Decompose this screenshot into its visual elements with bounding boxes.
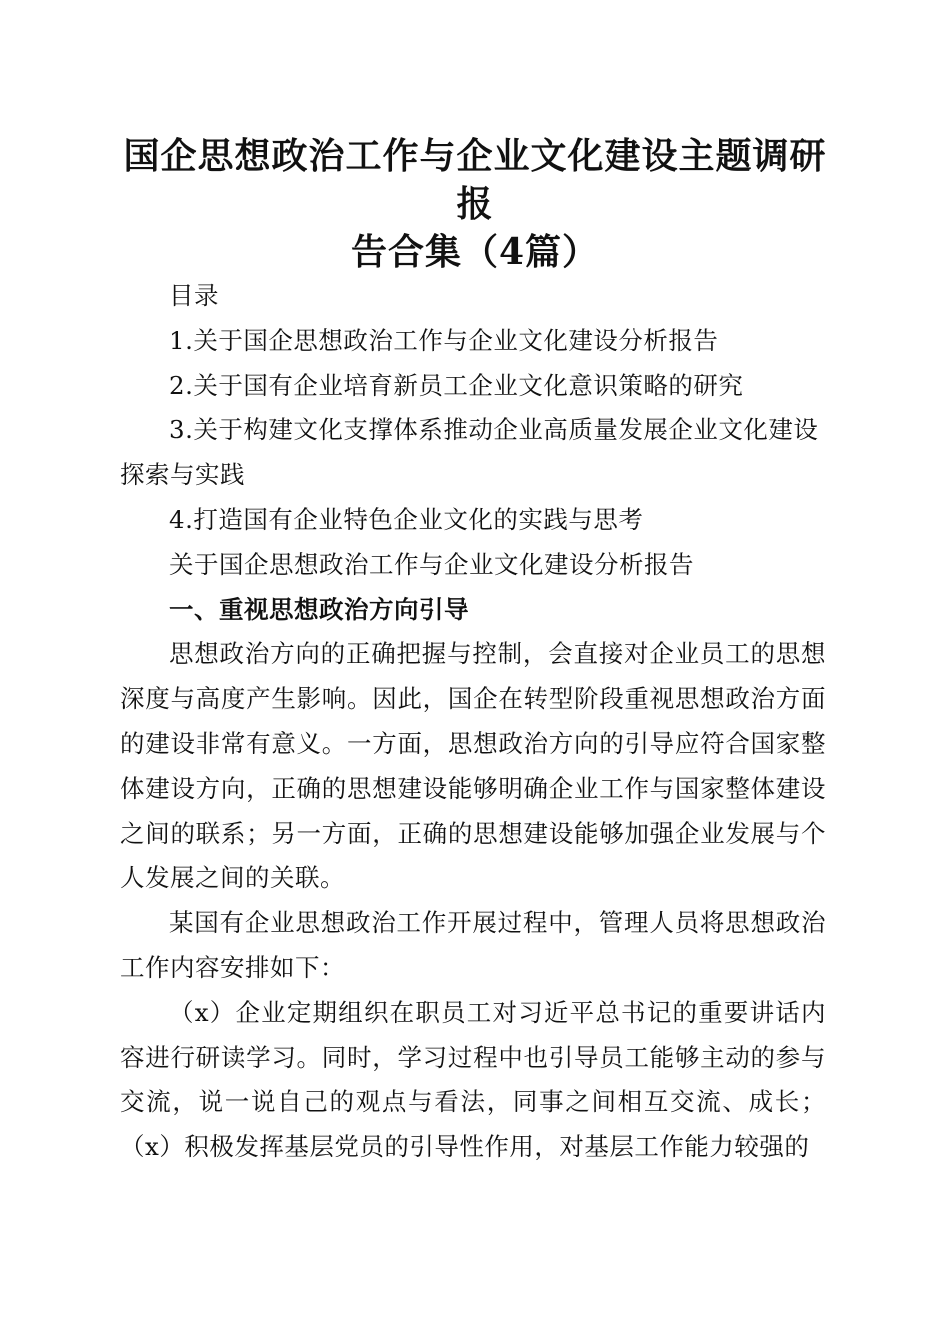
- body-paragraph: （x）企业定期组织在职员工对习近平总书记的重要讲话内容进行研读学习。同时，学习过程中也引导员工能够主动的参与交流，说一说自己的观点与看法，同事之间相互交流、成长；（x）积极发挥基层党员的引导性作用，对基层工作能力较强的: [120, 997, 826, 1162]
- title-line-2: 告合集（4篇）: [350, 231, 600, 273]
- toc-item: 1.关于国企思想政治工作与企业文化建设分析报告: [169, 325, 719, 355]
- toc-label: 目录: [169, 281, 219, 310]
- toc-item: 3.关于构建文化支撑体系推动企业高质量发展企业文化建设探索与实践: [120, 415, 819, 490]
- body-paragraph: 思想政治方向的正确把握与控制，会直接对企业员工的思想深度与高度产生影响。因此，国企在转型阶段重视思想政治方面的建设非常有意义。一方面，思想政治方向的引导应符合国家整体建设方向，正确的思想建设能够明确企业工作与国家整体建设之间的联系；另一方面，正确的思想建设能够加强企业发展与个人发展之间的关联。: [120, 639, 826, 893]
- section-heading: 一、重视思想政治方向引导: [169, 594, 469, 624]
- toc-item: 2.关于国有企业培育新员工企业文化意识策略的研究: [169, 370, 744, 400]
- body-paragraph: 某国有企业思想政治工作开展过程中，管理人员将思想政治工作内容安排如下：: [120, 908, 826, 982]
- article-title: 关于国企思想政治工作与企业文化建设分析报告: [169, 549, 694, 579]
- toc-item: 4.打造国有企业特色企业文化的实践与思考: [169, 504, 644, 534]
- document-title: [110, 132, 840, 276]
- document-body: [120, 274, 826, 1170]
- title-line-1: 国企思想政治工作与企业文化建设主题调研报: [123, 135, 827, 225]
